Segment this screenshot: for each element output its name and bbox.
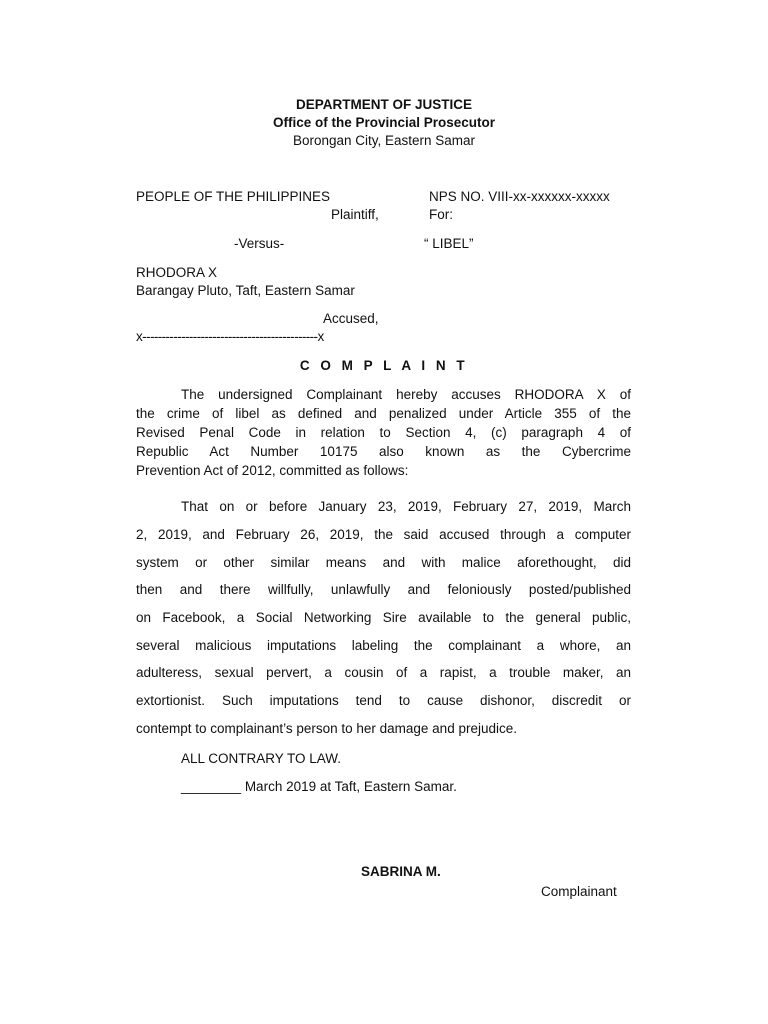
paragraph-line: That on or before January 23, 2019, February 27, 2019, March xyxy=(181,499,631,514)
paragraph-line: several malicious imputations labeling the complainant a whore, an xyxy=(136,638,631,653)
for-label: For: xyxy=(429,207,454,222)
accused-address: Barangay Pluto, Taft, Eastern Samar xyxy=(136,283,355,298)
nps-number: NPS NO. VIII-xx-xxxxxx-xxxxx xyxy=(429,189,610,204)
versus-label: -Versus- xyxy=(234,236,285,251)
paragraph-line: Prevention Act of 2012, committed as follows: xyxy=(136,463,409,478)
paragraph-line: then and there willfully, unlawfully and feloniously posted/published xyxy=(136,582,631,597)
plaintiff-label: Plaintiff, xyxy=(331,207,379,222)
paragraph-line: contempt to complainant’s person to her damage and prejudice. xyxy=(136,721,517,736)
paragraph-line: on Facebook, a Social Networking Sire available to the general public, xyxy=(136,610,631,625)
paragraph-line: the crime of libel as defined and penalized under Article 355 of the xyxy=(136,406,631,421)
location-heading: Borongan City, Eastern Samar xyxy=(292,133,476,148)
office-heading: Office of the Provincial Prosecutor xyxy=(272,115,496,130)
plaintiff-name: PEOPLE OF THE PHILIPPINES xyxy=(136,189,331,204)
paragraph-line: 2, 2019, and February 26, 2019, the said accused through a computer xyxy=(136,527,631,542)
department-heading: DEPARTMENT OF JUSTICE xyxy=(295,97,472,112)
accused-label: Accused, xyxy=(323,311,379,326)
paragraph-line: The undersigned Complainant hereby accuses RHODORA X of xyxy=(181,387,631,402)
offense-label: “ LIBEL” xyxy=(424,236,474,251)
date-place-line: ________ March 2019 at Taft, Eastern Samar. xyxy=(181,779,457,794)
signatory-role: Complainant xyxy=(541,884,617,899)
contrary-to-law: ALL CONTRARY TO LAW. xyxy=(181,751,342,766)
paragraph-line: system or other similar means and with malice aforethought, did xyxy=(136,555,631,570)
paragraph-line: adulteress, sexual pervert, a cousin of a rapist, a trouble maker, an xyxy=(136,665,631,680)
paragraph-line: extortionist. Such imputations tend to cause dishonor, discredit or xyxy=(136,693,631,708)
caption-divider: x---------------------------------------------x xyxy=(136,329,324,344)
signatory-name: SABRINA M. xyxy=(361,864,441,879)
paragraph-line: Revised Penal Code in relation to Section 4, (c) paragraph 4 of xyxy=(136,425,631,440)
accused-name: RHODORA X xyxy=(136,265,218,280)
complaint-title: C O M P L A I N T xyxy=(299,358,469,373)
paragraph-line: Republic Act Number 10175 also known as the Cybercrime xyxy=(136,444,631,459)
